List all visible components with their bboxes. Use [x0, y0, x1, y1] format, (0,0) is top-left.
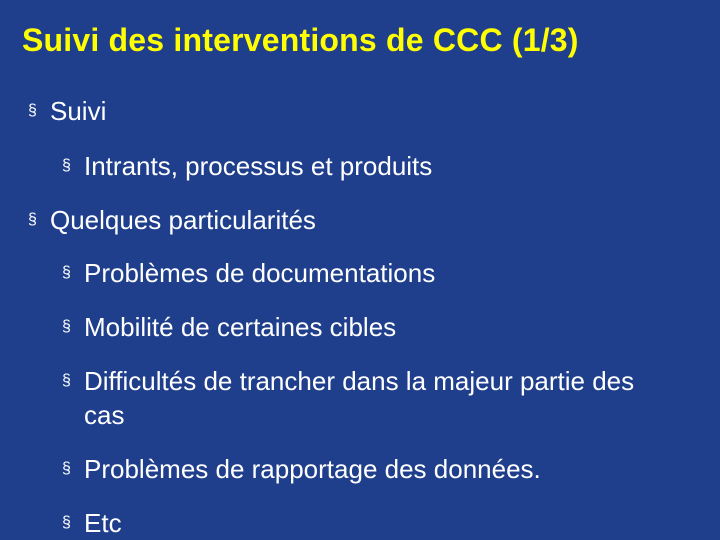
bullet-marker: § [62, 372, 71, 389]
sub-bullet-item-intrants [62, 149, 432, 183]
bullet-text: Mobilité de certaines cibles [84, 312, 397, 342]
bullet-text: Problèmes de documentations [84, 258, 436, 288]
bullet-marker: § [62, 318, 71, 335]
sub-bullet-item-difficultes [62, 364, 662, 432]
bullet-text: Intrants, processus et produits [84, 151, 433, 181]
bullet-marker: § [28, 102, 37, 119]
slide-title: Suivi des interventions de CCC (1/3) [22, 22, 579, 58]
bullet-marker: § [62, 157, 71, 174]
bullet-text: Difficultés de trancher dans la majeur partie des cas [84, 366, 635, 430]
sub-bullet-item-etc [62, 506, 122, 540]
bullet-text: Suivi [50, 96, 107, 126]
bullet-marker: § [62, 460, 71, 477]
bullet-text: Quelques particularités [50, 205, 316, 235]
bullet-marker: § [62, 514, 71, 531]
bullet-text: Etc [84, 508, 122, 538]
sub-bullet-item-documentations [62, 256, 435, 290]
bullet-marker: § [28, 211, 37, 228]
bullet-item-suivi [28, 94, 106, 128]
bullet-item-particularites [28, 203, 316, 237]
bullet-text: Problèmes de rapportage des données. [84, 454, 541, 484]
sub-bullet-item-rapportage [62, 452, 541, 486]
bullet-marker: § [62, 264, 71, 281]
sub-bullet-item-mobilite [62, 310, 396, 344]
